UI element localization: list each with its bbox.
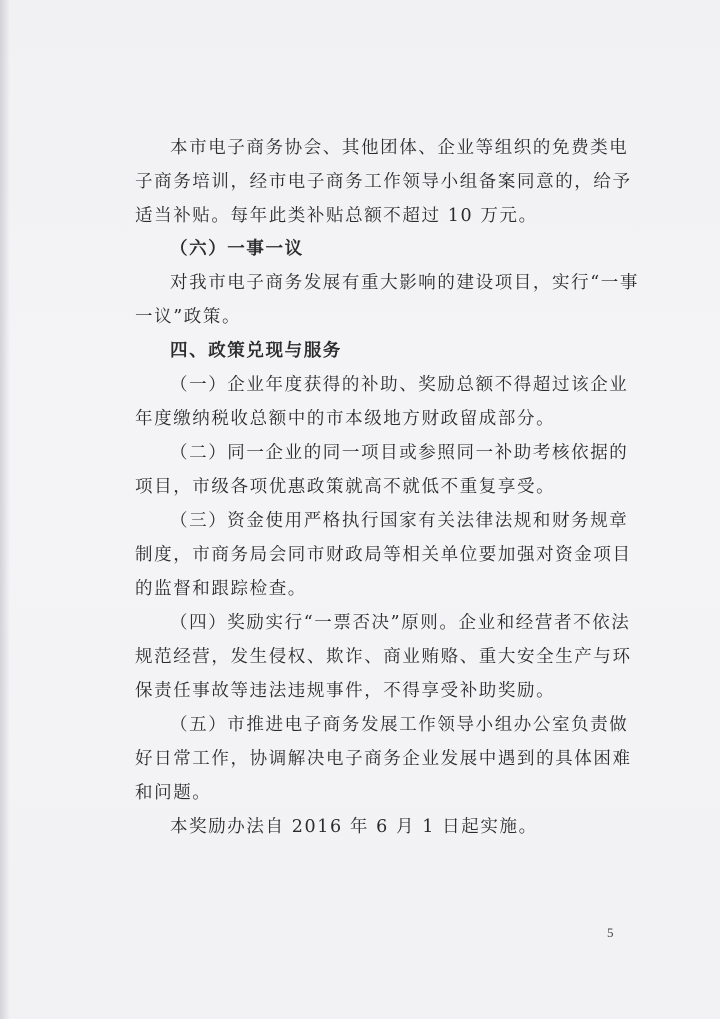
paragraph-line: 本市电子商务协会、其他团体、企业等组织的免费类电 bbox=[170, 138, 629, 158]
paragraph-line: （五）市推进电子商务发展工作领导小组办公室负责做 bbox=[170, 715, 629, 735]
paragraph-line: （四）奖励实行“一票否决”原则。企业和经营者不依法 bbox=[170, 613, 631, 633]
section-heading-six: （六）一事一议 bbox=[170, 239, 304, 259]
paragraph-line: （三）资金使用严格执行国家有关法律法规和财务规章 bbox=[170, 511, 629, 531]
paragraph-line: 好日常工作，协调解决电子商务企业发展中遇到的具体困难 bbox=[135, 749, 632, 769]
paragraph-line: （一）企业年度获得的补助、奖励总额不得超过该企业 bbox=[170, 375, 629, 395]
paragraph-line: 本奖励办法自 2016 年 6 月 1 日起实施。 bbox=[170, 817, 538, 837]
section-heading-four: 四、政策兑现与服务 bbox=[170, 341, 342, 361]
scan-shadow bbox=[0, 0, 10, 1019]
paragraph-line: 年度缴纳税收总额中的市本级地方财政留成部分。 bbox=[135, 409, 556, 429]
paragraph-line: 子商务培训，经市电子商务工作领导小组备案同意的，给予 bbox=[135, 172, 632, 192]
paragraph-line: 适当补贴。每年此类补贴总额不超过 10 万元。 bbox=[135, 206, 538, 226]
paragraph-line: （二）同一企业的同一项目或参照同一补助考核依据的 bbox=[170, 443, 629, 463]
paragraph-line: 保责任事故等违法违规事件，不得享受补助奖励。 bbox=[135, 681, 556, 701]
paragraph-line: 和问题。 bbox=[135, 783, 212, 803]
paragraph-line: 的监督和跟踪检查。 bbox=[135, 579, 307, 599]
paragraph-line: 一议”政策。 bbox=[135, 307, 242, 327]
page-number: 5 bbox=[607, 925, 614, 940]
paragraph-line: 项目，市级各项优惠政策就高不就低不重复享受。 bbox=[135, 477, 556, 497]
paragraph-line: 对我市电子商务发展有重大影响的建设项目，实行“一事 bbox=[170, 273, 639, 293]
paragraph-line: 制度，市商务局会同市财政局等相关单位要加强对资金项目 bbox=[135, 545, 632, 565]
paragraph-line: 规范经营，发生侵权、欺诈、商业贿赂、重大安全生产与环 bbox=[135, 647, 632, 667]
